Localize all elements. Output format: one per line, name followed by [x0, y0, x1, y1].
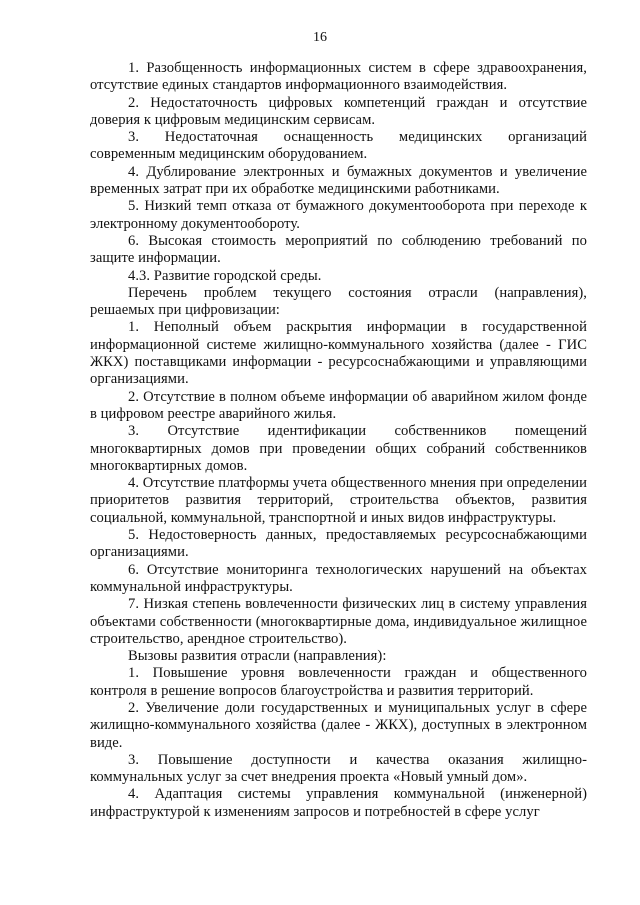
paragraph-challenge-2: 2. Увеличение доли государственных и муниципальных услуг в сфере жилищно-коммунального хозяйства (далее - ЖКХ), доступных в электронном виде. — [90, 699, 587, 751]
paragraph-urban-problem-7: 7. Низкая степень вовлеченности физических лиц в систему управления объектами собственности (многоквартирные дома, индивидуальное жилищное строительство, арендное строительство). — [90, 596, 587, 647]
paragraph-health-6: 6. Высокая стоимость мероприятий по соблюдению требований по защите информации. — [90, 232, 587, 267]
paragraph-health-5: 5. Низкий темп отказа от бумажного документооборота при переходе к электронному документообороту. — [90, 198, 587, 232]
challenges-intro: Вызовы развития отрасли (направления): — [128, 648, 387, 665]
paragraph-health-4: 4. Дублирование электронных и бумажных документов и увеличение временных затрат при их обработке медицинскими работниками. — [90, 163, 587, 198]
paragraph-urban-problem-3: 3. Отсутствие идентификации собственников помещений многоквартирных домов при проведении общих собраний собственников многоквартирных домов. — [90, 423, 587, 474]
paragraph-challenge-3: 3. Повышение доступности и качества оказания жилищно-коммунальных услуг за счет внедрения проекта «Новый умный дом». — [90, 751, 587, 786]
document-body — [90, 60, 587, 821]
paragraph-urban-problem-4: 4. Отсутствие платформы учета общественного мнения при определении приоритетов развития территорий, строительства объектов, развития социальной, коммунальной, транспортной и иных видов инфраструктуры. — [90, 475, 587, 526]
paragraph-health-3: 3. Недостаточная оснащенность медицинских организаций современным медицинским оборудованием. — [90, 129, 587, 163]
paragraph-challenge-4: 4. Адаптация системы управления коммунальной (инженерной) инфраструктурой к изменениям запросов и потребностей в сфере услуг — [90, 786, 587, 820]
paragraph-health-2: 2. Недостаточность цифровых компетенций граждан и отсутствие доверия к цифровым медицинским сервисам. — [90, 94, 587, 128]
paragraph-challenge-1: 1. Повышение уровня вовлеченности граждан и общественного контроля в решение вопросов благоустройства и развития территорий. — [90, 665, 587, 699]
paragraph-urban-problem-6: 6. Отсутствие мониторинга технологических нарушений на объектах коммунальной инфраструктуры. — [90, 561, 587, 595]
paragraph-urban-problem-2: 2. Отсутствие в полном объеме информации об аварийном жилом фонде в цифровом реестре аварийного жилья. — [90, 388, 587, 422]
paragraph-health-1: 1. Разобщенность информационных систем в сфере здравоохранения, отсутствие единых стандартов информационного взаимодействия. — [90, 60, 587, 94]
problems-intro: Перечень проблем текущего состояния отрасли (направления), решаемых при цифровизации: — [90, 284, 587, 319]
paragraph-urban-problem-5: 5. Недостоверность данных, предоставляемых ресурсоснабжающими организациями. — [90, 527, 587, 561]
section-heading-urban-environment: 4.3. Развитие городской среды. — [128, 267, 322, 284]
paragraph-urban-problem-1: 1. Неполный объем раскрытия информации в государственной информационной системе жилищно-коммунального хозяйства (далее - ГИС ЖКХ) поставщиками информации - ресурсоснабжающими и управляющими организациями. — [90, 319, 587, 388]
page-number: 16 — [313, 30, 327, 45]
